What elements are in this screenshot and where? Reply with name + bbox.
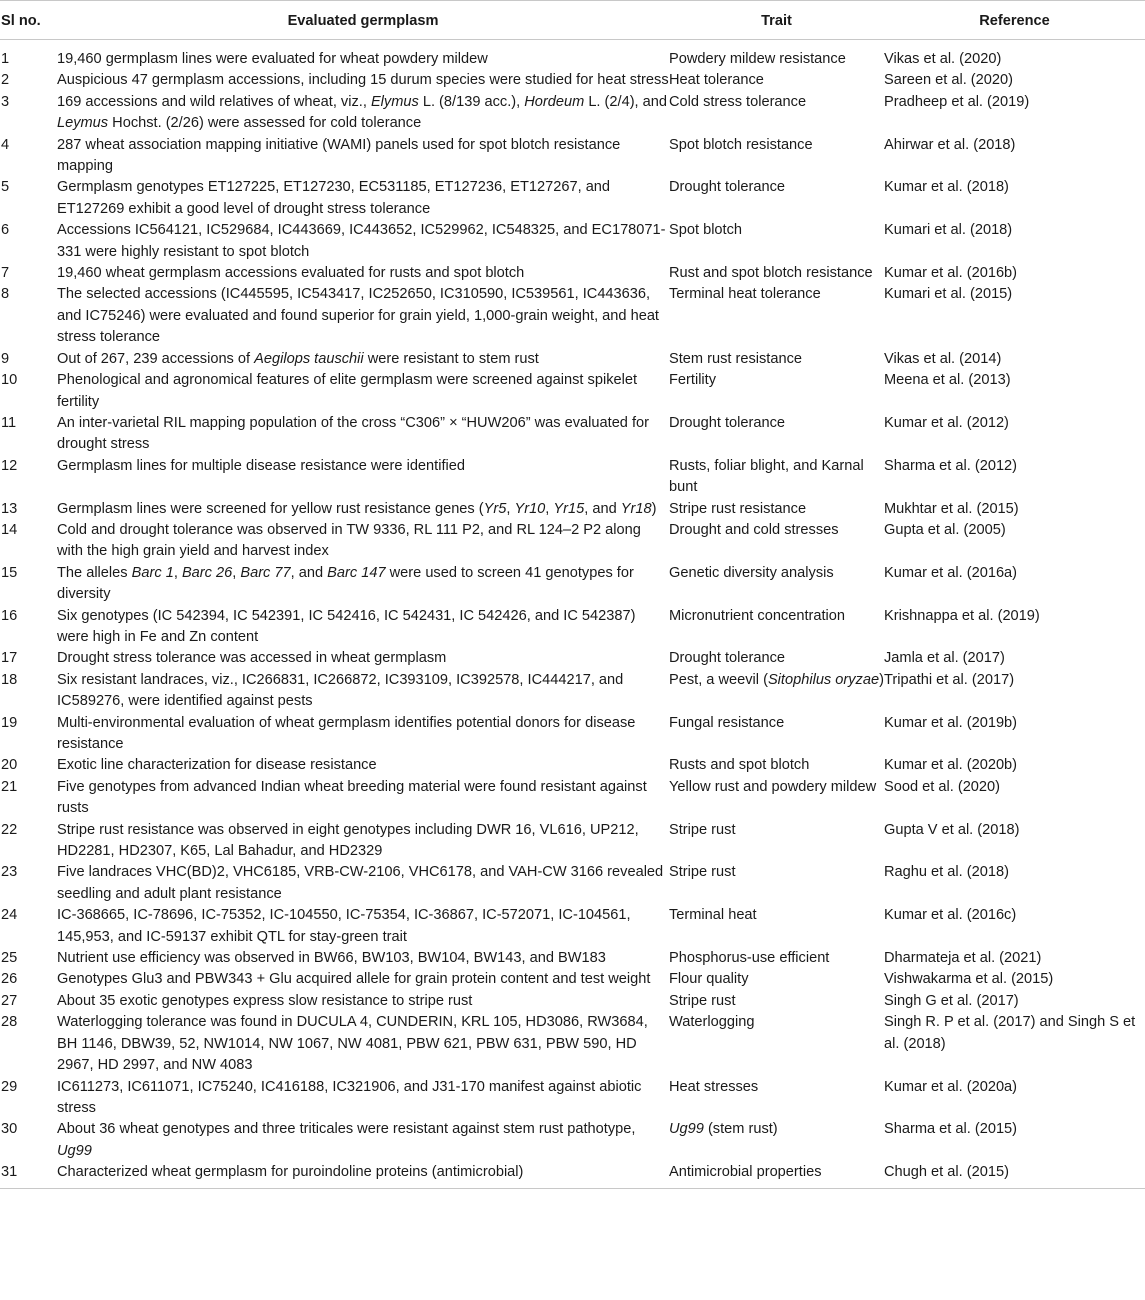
cell-sl-no: 19 xyxy=(1,714,18,731)
cell-trait: Genetic diversity analysis xyxy=(669,564,834,581)
table-row xyxy=(0,777,1145,820)
cell-sl-no: 18 xyxy=(1,671,18,688)
cell-reference: Vikas et al. (2014) xyxy=(884,350,1002,367)
cell-trait: Fertility xyxy=(669,372,717,389)
table-row xyxy=(0,40,1145,71)
table-row xyxy=(0,284,1145,348)
cell-sl-no: 7 xyxy=(1,265,10,282)
cell-trait: Stripe rust resistance xyxy=(669,500,807,517)
cell-germplasm: Auspicious 47 germplasm accessions, including 15 durum species were studied for heat stress xyxy=(57,72,669,89)
cell-sl-no: 21 xyxy=(1,778,18,795)
cell-sl-no: 12 xyxy=(1,457,18,474)
cell-reference: Sharma et al. (2015) xyxy=(884,1121,1018,1138)
cell-germplasm: About 36 wheat genotypes and three triticales were resistant against stem rust pathotype, Ug99 xyxy=(57,1121,636,1159)
table-row xyxy=(0,1077,1145,1120)
cell-germplasm: Germplasm genotypes ET127225, ET127230, EC531185, ET127236, ET127267, and ET127269 exhibit a good level of drought stress tolerance xyxy=(57,179,611,217)
cell-trait: Stripe rust xyxy=(669,864,736,881)
cell-reference: Kumar et al. (2016a) xyxy=(884,564,1018,581)
table-row xyxy=(0,520,1145,563)
cell-germplasm: Multi-environmental evaluation of wheat germplasm identifies potential donors for disease resistance xyxy=(57,714,636,752)
cell-germplasm: IC-368665, IC-78696, IC-75352, IC-104550, IC-75354, IC-36867, IC-572071, IC-104561, 145,953, and IC-59137 exhibit QTL for stay-green trait xyxy=(57,907,631,945)
cell-trait: Pest, a weevil (Sitophilus oryzae) xyxy=(669,671,884,688)
cell-germplasm: 19,460 wheat germplasm accessions evaluated for rusts and spot blotch xyxy=(57,265,525,282)
cell-germplasm: Exotic line characterization for disease resistance xyxy=(57,757,377,774)
cell-germplasm: The selected accessions (IC445595, IC543417, IC252650, IC310590, IC539561, IC443636, and IC75246) were evaluated and found superior for grain yield, 1,000-grain weight, and heat stress tolerance xyxy=(57,286,659,346)
cell-sl-no: 27 xyxy=(1,992,18,1009)
cell-trait: Powdery mildew resistance xyxy=(669,51,846,67)
cell-sl-no: 6 xyxy=(1,222,10,239)
cell-trait: Heat stresses xyxy=(669,1078,759,1095)
cell-trait: Stripe rust xyxy=(669,992,736,1009)
table-row xyxy=(0,413,1145,456)
cell-reference: Krishnappa et al. (2019) xyxy=(884,607,1040,624)
cell-reference: Kumar et al. (2016c) xyxy=(884,907,1017,924)
cell-sl-no: 8 xyxy=(1,286,10,303)
cell-reference: Singh R. P et al. (2017) and Singh S et al. (2018) xyxy=(884,1014,1136,1052)
cell-sl-no: 31 xyxy=(0,1162,57,1188)
cell-reference: Raghu et al. (2018) xyxy=(884,864,1009,881)
header-row xyxy=(0,1,1145,40)
cell-reference: Meena et al. (2013) xyxy=(884,372,1011,389)
table-row xyxy=(0,456,1145,499)
cell-germplasm: Stripe rust resistance was observed in eight genotypes including DWR 16, VL616, UP212, HD2281, HD2307, K65, Lal Bahadur, and HD2329 xyxy=(57,821,639,860)
cell-sl-no: 26 xyxy=(1,971,18,988)
header-reference: Reference xyxy=(884,1,1145,40)
cell-trait: Spot blotch resistance xyxy=(669,136,813,153)
cell-trait: Terminal heat tolerance xyxy=(669,286,821,303)
table-row xyxy=(0,220,1145,263)
cell-reference: Vishwakarma et al. (2015) xyxy=(884,971,1054,988)
cell-sl-no: 16 xyxy=(1,607,18,624)
cell-trait: Micronutrient concentration xyxy=(669,607,846,624)
table-row xyxy=(0,70,1145,91)
header-trait: Trait xyxy=(669,1,884,40)
table-row xyxy=(0,92,1145,135)
cell-sl-no: 10 xyxy=(1,372,18,389)
cell-trait: Rusts, foliar blight, and Karnal bunt xyxy=(669,457,864,496)
cell-reference: Sood et al. (2020) xyxy=(884,778,1001,795)
table-row xyxy=(0,135,1145,178)
cell-germplasm: Germplasm lines for multiple disease resistance were identified xyxy=(57,457,465,474)
cell-sl-no: 28 xyxy=(1,1014,18,1031)
cell-reference: Sharma et al. (2012) xyxy=(884,457,1018,474)
cell-sl-no: 22 xyxy=(1,821,18,838)
cell-sl-no: 11 xyxy=(1,414,17,431)
cell-reference: Chugh et al. (2015) xyxy=(884,1162,1145,1188)
cell-germplasm: Phenological and agronomical features of elite germplasm were screened against spikelet fertility xyxy=(57,372,638,410)
cell-sl-no: 1 xyxy=(1,51,10,67)
cell-reference: Mukhtar et al. (2015) xyxy=(884,500,1019,517)
cell-trait: Ug99 (stem rust) xyxy=(669,1121,778,1138)
cell-reference: Kumari et al. (2018) xyxy=(884,222,1013,239)
cell-reference: Sareen et al. (2020) xyxy=(884,72,1013,89)
table-row xyxy=(0,263,1145,284)
table-row xyxy=(0,948,1145,969)
cell-trait: Stripe rust xyxy=(669,821,736,838)
cell-reference: Kumari et al. (2015) xyxy=(884,286,1013,303)
table-row xyxy=(0,1119,1145,1162)
table-row xyxy=(0,755,1145,776)
table-row xyxy=(0,905,1145,948)
cell-trait: Drought tolerance xyxy=(669,650,786,667)
cell-germplasm: Five landraces VHC(BD)2, VHC6185, VRB-CW-2106, VHC6178, and VAH-CW 3166 revealed seedling and adult plant resistance xyxy=(57,864,664,902)
cell-trait: Waterlogging xyxy=(669,1014,755,1031)
cell-sl-no: 15 xyxy=(1,564,18,581)
table-row xyxy=(0,563,1145,606)
cell-germplasm: Germplasm lines were screened for yellow rust resistance genes (Yr5, Yr10, Yr15, and Yr18) xyxy=(57,500,657,517)
cell-reference: Gupta et al. (2005) xyxy=(884,521,1006,538)
table-row xyxy=(0,969,1145,990)
header-sl-no: Sl no. xyxy=(0,1,57,40)
cell-sl-no: 24 xyxy=(1,907,18,924)
cell-trait: Drought tolerance xyxy=(669,179,786,196)
cell-germplasm: Drought stress tolerance was accessed in wheat germplasm xyxy=(57,650,447,667)
table-row xyxy=(0,177,1145,220)
cell-trait: Stem rust resistance xyxy=(669,350,803,367)
cell-germplasm: Out of 267, 239 accessions of Aegilops tauschii were resistant to stem rust xyxy=(57,350,539,367)
cell-germplasm: 287 wheat association mapping initiative (WAMI) panels used for spot blotch resistance mapping xyxy=(57,136,621,175)
cell-reference: Dharmateja et al. (2021) xyxy=(884,950,1042,967)
cell-reference: Vikas et al. (2020) xyxy=(884,51,1002,67)
cell-sl-no: 4 xyxy=(1,136,10,153)
table-row xyxy=(0,1162,1145,1188)
cell-sl-no: 3 xyxy=(1,93,10,110)
cell-germplasm: Waterlogging tolerance was found in DUCULA 4, CUNDERIN, KRL 105, HD3086, RW3684, BH 1146, DBW39, 52, NW1014, NW 1067, NW 4081, PBW 621, PBW 631, PBW 590, HD 2967, HD 2997, and NW 4083 xyxy=(57,1014,648,1074)
cell-germplasm: Accessions IC564121, IC529684, IC443669, IC443652, IC529962, IC548325, and EC178071-331 were highly resistant to spot blotch xyxy=(57,222,666,260)
table-row xyxy=(0,862,1145,905)
cell-reference: Kumar et al. (2019b) xyxy=(884,714,1018,731)
cell-trait: Spot blotch xyxy=(669,222,743,239)
cell-sl-no: 30 xyxy=(1,1121,18,1138)
cell-germplasm: Cold and drought tolerance was observed in TW 9336, RL 111 P2, and RL 124–2 P2 along with the high grain yield and harvest index xyxy=(57,521,641,560)
header-germplasm: Evaluated germplasm xyxy=(57,1,669,40)
table-row xyxy=(0,370,1145,413)
cell-trait: Terminal heat xyxy=(669,907,757,924)
cell-germplasm: Six resistant landraces, viz., IC266831, IC266872, IC393109, IC392578, IC444217, and IC589276, were identified against pests xyxy=(57,671,624,710)
table-row xyxy=(0,670,1145,713)
cell-reference: Kumar et al. (2020a) xyxy=(884,1078,1018,1095)
cell-trait: Drought and cold stresses xyxy=(669,521,839,538)
cell-trait: Yellow rust and powdery mildew xyxy=(669,778,877,795)
table-row xyxy=(0,499,1145,520)
cell-sl-no: 13 xyxy=(1,500,18,517)
cell-germplasm: About 35 exotic genotypes express slow resistance to stripe rust xyxy=(57,992,473,1009)
cell-sl-no: 14 xyxy=(1,521,18,538)
cell-germplasm: Nutrient use efficiency was observed in BW66, BW103, BW104, BW143, and BW183 xyxy=(57,950,606,967)
cell-sl-no: 17 xyxy=(1,650,18,667)
table-row xyxy=(0,648,1145,669)
cell-sl-no: 9 xyxy=(1,350,10,367)
cell-sl-no: 2 xyxy=(1,72,10,89)
cell-trait: Phosphorus-use efficient xyxy=(669,950,830,967)
cell-germplasm: Genotypes Glu3 and PBW343 + Glu acquired allele for grain protein content and test weight xyxy=(57,971,651,988)
cell-reference: Jamla et al. (2017) xyxy=(884,650,1005,667)
cell-trait: Cold stress tolerance xyxy=(669,93,807,110)
cell-germplasm: IC611273, IC611071, IC75240, IC416188, IC321906, and J31-170 manifest against abiotic stress xyxy=(57,1078,642,1116)
cell-germplasm: An inter-varietal RIL mapping population of the cross “C306” × “HUW206” was evaluated for drought stress xyxy=(57,414,650,453)
table-row xyxy=(0,606,1145,649)
cell-reference: Tripathi et al. (2017) xyxy=(884,671,1015,688)
cell-trait: Rusts and spot blotch xyxy=(669,757,810,774)
cell-sl-no: 25 xyxy=(1,950,18,967)
cell-germplasm: The alleles Barc 1, Barc 26, Barc 77, and Barc 147 were used to screen 41 genotypes for diversity xyxy=(57,564,634,603)
cell-reference: Kumar et al. (2018) xyxy=(884,179,1009,196)
cell-trait: Flour quality xyxy=(669,971,749,988)
cell-germplasm: Five genotypes from advanced Indian wheat breeding material were found resistant against rusts xyxy=(57,778,647,817)
cell-trait: Antimicrobial properties xyxy=(669,1162,884,1188)
table-row xyxy=(0,713,1145,756)
cell-reference: Kumar et al. (2016b) xyxy=(884,265,1018,282)
cell-sl-no: 23 xyxy=(1,864,18,881)
cell-reference: Singh G et al. (2017) xyxy=(884,992,1019,1009)
cell-reference: Kumar et al. (2020b) xyxy=(884,757,1018,774)
cell-trait: Heat tolerance xyxy=(669,72,764,89)
cell-reference: Kumar et al. (2012) xyxy=(884,414,1009,431)
table-row xyxy=(0,349,1145,370)
cell-germplasm: Six genotypes (IC 542394, IC 542391, IC 542416, IC 542431, IC 542426, and IC 542387) were high in Fe and Zn content xyxy=(57,607,636,645)
cell-reference: Gupta V et al. (2018) xyxy=(884,821,1020,838)
cell-germplasm: 169 accessions and wild relatives of wheat, viz., Elymus L. (8/139 acc.), Hordeum L. (2/4), and Leymus Hochst. (2/26) were assessed for cold tolerance xyxy=(57,93,668,132)
table-row xyxy=(0,991,1145,1012)
cell-sl-no: 29 xyxy=(1,1078,18,1095)
table-row xyxy=(0,820,1145,863)
cell-reference: Ahirwar et al. (2018) xyxy=(884,136,1016,153)
cell-trait: Rust and spot blotch resistance xyxy=(669,265,873,282)
cell-germplasm: 19,460 germplasm lines were evaluated for wheat powdery mildew xyxy=(57,51,488,67)
cell-germplasm: Characterized wheat germplasm for puroindoline proteins (antimicrobial) xyxy=(57,1162,669,1188)
cell-trait: Drought tolerance xyxy=(669,414,786,431)
cell-sl-no: 5 xyxy=(1,179,10,196)
cell-sl-no: 20 xyxy=(1,757,18,774)
cell-trait: Fungal resistance xyxy=(669,714,785,731)
table-row xyxy=(0,1012,1145,1076)
cell-reference: Pradheep et al. (2019) xyxy=(884,93,1030,110)
